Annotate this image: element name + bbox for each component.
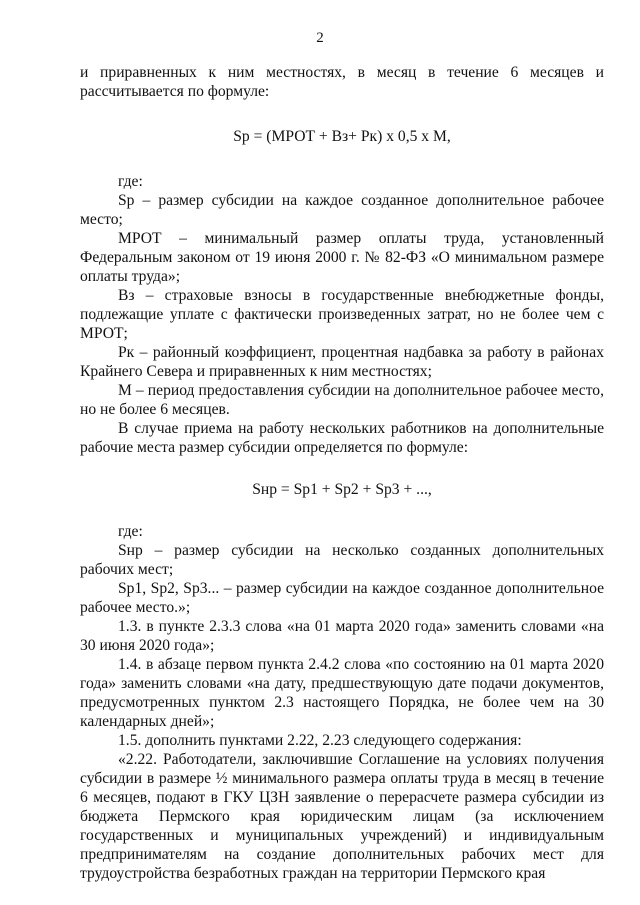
paragraph-where-2: где: <box>118 523 143 540</box>
paragraph-multiple-workers: В случае приема на работу нескольких работников на дополнительные рабочие места размер субсидии определяется по формуле: <box>80 420 604 456</box>
formula-snr: Sнр = Sр1 + Sр2 + Sр3 + ..., <box>252 481 432 498</box>
definition-snr: Sнр – размер субсидии на несколько созданных дополнительных рабочих мест; <box>80 542 604 578</box>
document-body <box>80 63 604 883</box>
definition-m: М – период предоставления субсидии на дополнительное рабочее место, но не более 6 месяцев. <box>80 382 604 418</box>
page-number: 2 <box>316 30 324 46</box>
definition-vz: Вз – страховые взносы в государственные внебюджетные фонды, подлежащие уплате с фактически произведенных затрат, но не более чем с МРОТ; <box>80 287 604 342</box>
definition-sr: Sр – размер субсидии на каждое созданное дополнительное рабочее место; <box>80 192 604 228</box>
paragraph-continuation: и приравненных к ним местностях, в месяц в течение 6 месяцев и рассчитывается по формуле: <box>80 64 604 100</box>
formula-sr: Sр = (МРОТ + Вз+ Рк) х 0,5 х М, <box>233 128 451 145</box>
definition-rk: Рк – районный коэффициент, процентная надбавка за работу в районах Крайнего Севера и приравненных к ним местностях; <box>80 344 604 380</box>
clause-1-5: 1.5. дополнить пунктами 2.22, 2.23 следующего содержания: <box>118 732 522 749</box>
clause-1-4: 1.4. в абзаце первом пункта 2.4.2 слова «по состоянию на 01 марта 2020 года» заменить словами «на дату, предшествующую дате подачи документов, предусмотренных пунктом 2.3 настоящего Порядка, не более чем на 30 календарных дней»; <box>80 656 604 730</box>
definition-sr-list: Sр1, Sр2, Sр3... – размер субсидии на каждое созданное дополнительное рабочее место.»; <box>80 580 604 616</box>
definition-mrot: МРОТ – минимальный размер оплаты труда, установленный Федеральным законом от 19 июня 2000 г. № 82-ФЗ «О минимальном размере оплаты труда»; <box>80 230 604 285</box>
clause-1-3: 1.3. в пункте 2.3.3 слова «на 01 марта 2020 года» заменить словами «на 30 июня 2020 года»; <box>80 618 604 654</box>
clause-2-22: «2.22. Работодатели, заключившие Соглашение на условиях получения субсидии в размере ½ минимального размера оплаты труда в месяц в течение 6 месяцев, подают в ГКУ ЦЗН заявление о перерасчете размера субсидии из бюджета Пермского края юридическим лицам (за исключением государственных и муниципальных учреждений) и индивидуальным предпринимателям на создание дополнительных рабочих мест для трудоустройства безработных граждан на территории Пермского края <box>80 751 604 882</box>
paragraph-where: где: <box>118 173 143 190</box>
